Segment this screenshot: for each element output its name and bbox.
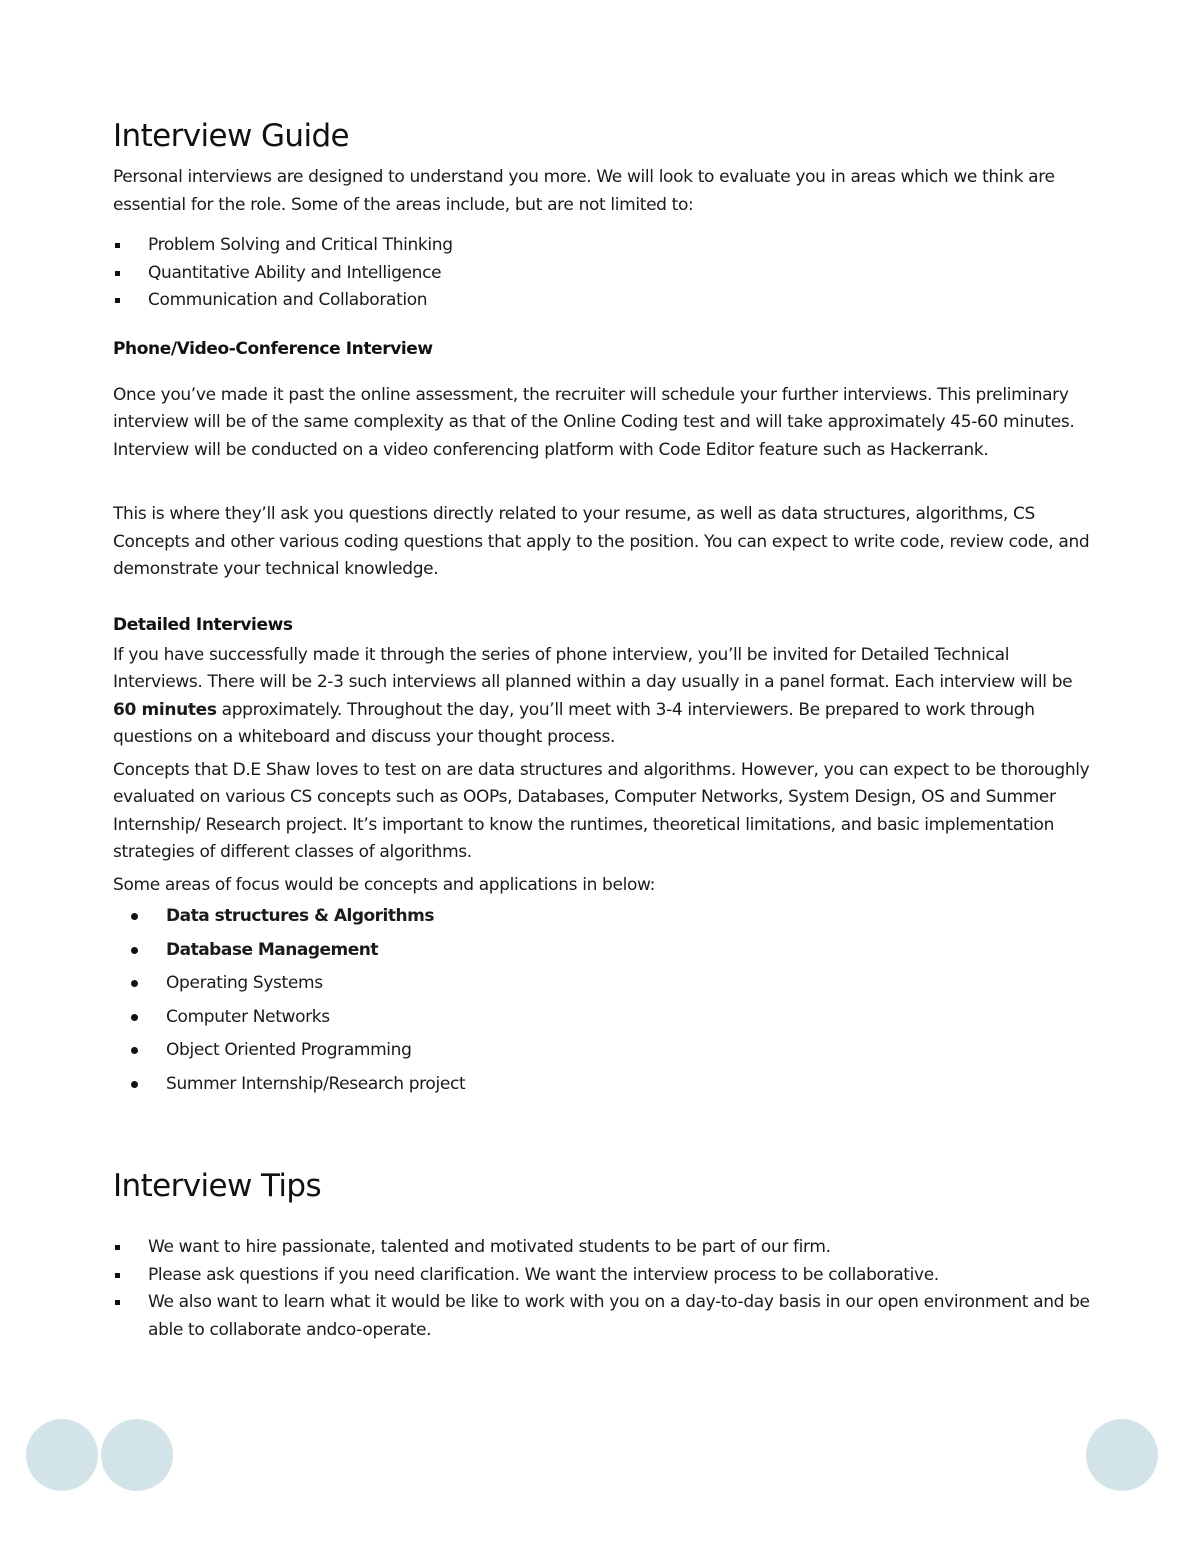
detailed-interviews-paragraph-1 (113, 642, 1098, 752)
decorative-circle-right (1086, 1419, 1158, 1491)
list-item: Object Oriented Programming (113, 1034, 1098, 1068)
list-item: We also want to learn what it would be like to work with you on a day-to-day basis in our open environment and be able to collaborate andco-operate. (113, 1289, 1098, 1344)
tips-title: Interview Tips (113, 1168, 322, 1204)
list-item: Computer Networks (113, 1001, 1098, 1035)
focus-areas-list (113, 900, 1098, 1101)
list-item: Please ask questions if you need clarification. We want the interview process to be collaborative. (113, 1262, 1098, 1290)
list-item: Data structures & Algorithms (113, 900, 1098, 934)
list-item: Quantitative Ability and Intelligence (113, 260, 1098, 288)
phone-interview-paragraph-2: This is where they’ll ask you questions directly related to your resume, as well as data structures, algorithms, CS Concepts and other various coding questions that apply to the position. You can expect to write code, review code, and demonstrate your technical knowledge. (113, 504, 1090, 579)
list-item: Communication and Collaboration (113, 287, 1098, 315)
paragraph-text: approximately. Throughout the day, you’ll meet with 3-4 interviewers. Be prepared to work through questions on a whiteboard and discuss your thought process. (113, 699, 1035, 747)
list-item: We want to hire passionate, talented and motivated students to be part of our firm. (113, 1234, 1098, 1262)
decorative-circle-left-2 (101, 1419, 173, 1491)
tips-list (113, 1234, 1098, 1344)
phone-interview-heading: Phone/Video-Conference Interview (113, 338, 433, 359)
detailed-interviews-paragraph-2: Concepts that D.E Shaw loves to test on are data structures and algorithms. However, you can expect to be thoroughly evaluated on various CS concepts such as OOPs, Databases, Computer Networks, System Design, OS and Summer Internship/ Research project. It’s important to know the runtimes, theoretical limitations, and basic implementation strategies of different classes of algorithms. (113, 759, 1090, 862)
evaluation-areas-list (113, 232, 1098, 315)
list-item: Operating Systems (113, 967, 1098, 1001)
list-item: Problem Solving and Critical Thinking (113, 232, 1098, 260)
paragraph-text: If you have successfully made it through the series of phone interview, you’ll be invited for Detailed Technical Interviews. There will be 2-3 such interviews all planned within a day usually in a panel format. Each interview will be (113, 644, 1073, 692)
phone-interview-paragraph-1: Once you’ve made it past the online assessment, the recruiter will schedule your further interviews. This preliminary interview will be of the same complexity as that of the Online Coding test and will take approximately 45-60 minutes. Interview will be conducted on a video conferencing platform with Code Editor feature such as Hackerrank. (113, 384, 1075, 460)
detailed-interviews-paragraph-3: Some areas of focus would be concepts and applications in below: (113, 874, 656, 895)
detailed-interviews-heading: Detailed Interviews (113, 614, 293, 635)
duration-emphasis: 60 minutes (113, 699, 217, 720)
guide-title: Interview Guide (113, 118, 350, 154)
list-item: Database Management (113, 934, 1098, 968)
page-content (113, 118, 1098, 1344)
guide-intro: Personal interviews are designed to understand you more. We will look to evaluate you in areas which we think are essential for the role. Some of the areas include, but are not limited to: (113, 167, 1055, 215)
decorative-circle-left (26, 1419, 98, 1491)
list-item: Summer Internship/Research project (113, 1068, 1098, 1102)
